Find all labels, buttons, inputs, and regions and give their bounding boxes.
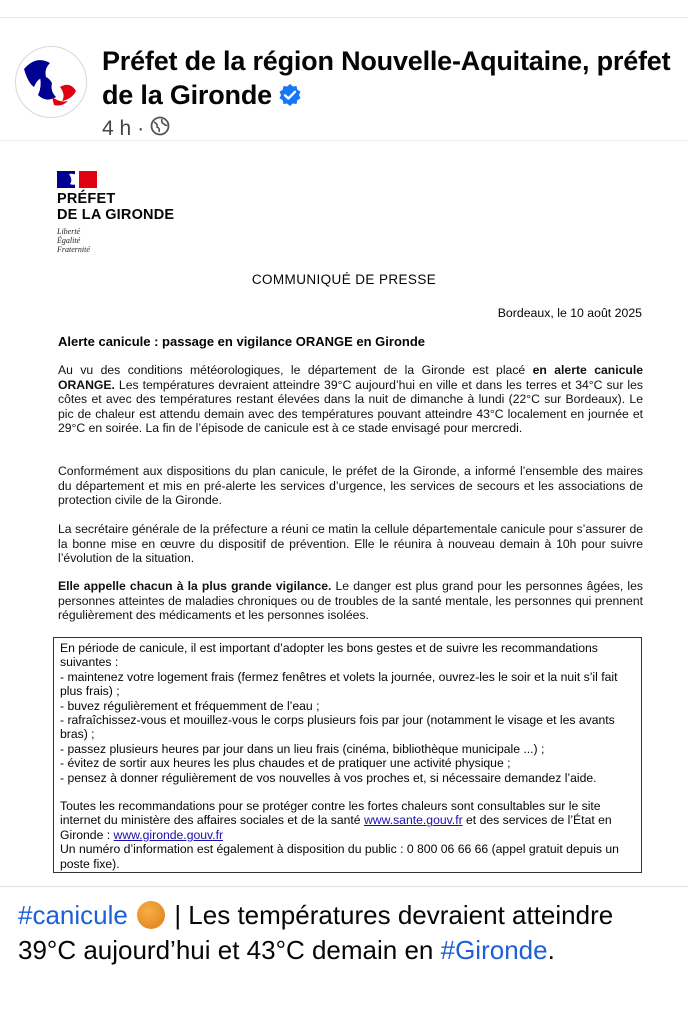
box-item: - rafraîchissez-vous et mouillez-vous le corps plusieurs fois par jour (notamment le visage et les avants bras) ; xyxy=(60,713,615,742)
paragraph-4 xyxy=(58,579,643,623)
post-header xyxy=(0,18,688,140)
verified-badge-icon xyxy=(278,81,302,115)
recommendations-box xyxy=(53,637,642,873)
box-phone: Un numéro d’information est également à disposition du public : 0 800 06 66 66 (appel gratuit depuis un poste fixe). xyxy=(60,842,619,871)
box-item: - buvez régulièrement et fréquemment de l’eau ; xyxy=(60,698,320,713)
motto-liberte: Liberté xyxy=(57,227,81,236)
p4-bold: Elle appelle chacun à la plus grande vigilance. xyxy=(58,579,332,593)
gironde-link[interactable]: www.gironde.gouv.fr xyxy=(113,827,224,842)
box-recommendations xyxy=(60,799,635,842)
prefet-logo xyxy=(57,171,174,254)
paragraph-2: Conformément aux dispositions du plan canicule, le préfet de la Gironde, a informé l’ensemble des maires du département et mis en pré-alerte les services d’urgence, les services de secours et les associations de protection civile de la Gironde. xyxy=(58,464,643,508)
marianne-logo-icon xyxy=(16,47,86,117)
orange-circle-emoji-icon xyxy=(137,901,165,929)
post-caption xyxy=(18,898,678,968)
press-release-image[interactable] xyxy=(0,140,688,887)
box-item: - passez plusieurs heures par jour dans un lieu frais (cinéma, bibliothèque municipale ...) ; xyxy=(60,741,545,756)
post-author[interactable] xyxy=(102,44,682,115)
marianne-flag-icon xyxy=(57,171,97,188)
caption-end: . xyxy=(547,935,555,965)
logo-title xyxy=(57,191,174,223)
document-date: Bordeaux, le 10 août 2025 xyxy=(497,306,642,320)
meta-separator: · xyxy=(137,117,145,140)
motto-egalite: Égalité xyxy=(57,236,81,245)
avatar[interactable] xyxy=(15,46,87,118)
motto-fraternite: Fraternité xyxy=(57,245,90,254)
globe-icon xyxy=(150,116,170,142)
republic-motto xyxy=(57,227,174,254)
box-intro: En période de canicule, il est important d’adopter les bons gestes et de suivre les recommandations suivantes : xyxy=(60,641,598,670)
p1-text-b: Les températures devraient atteindre 39°C aujourd’hui en ville et dans les terres et 34°C sur les côtes et avec des températures restant élevées dans la nuit de dimanche à lundi (22°C sur Bordeaux). Le pic de chaleur est attendu demain avec des températures pouvant atteindre 43°C localement en journée et 29°C en soirée. La fin de l’épisode de canicule est à ce stade envisagé pour mercredi. xyxy=(58,377,643,436)
sante-link[interactable]: www.sante.gouv.fr xyxy=(363,813,463,828)
box-rec-b: et des services de l’État en Gironde : xyxy=(60,813,612,842)
hashtag-canicule[interactable]: #canicule xyxy=(18,900,128,930)
logo-line1: PRÉFET xyxy=(57,191,116,207)
box-item: - évitez de sortir aux heures les plus chaudes et de pratiquer une activité physique ; xyxy=(60,756,511,771)
document-header: COMMUNIQUÉ DE PRESSE xyxy=(251,272,437,287)
post-time[interactable]: 4 h xyxy=(102,117,132,140)
document-title: Alerte canicule : passage en vigilance ORANGE en Gironde xyxy=(58,334,426,349)
p4-text: Le danger est plus grand pour les personnes âgées, les personnes atteintes de maladies chroniques ou de troubles de la santé mentale, les personnes qui prennent régulièrement des médicaments et les personnes isolées. xyxy=(58,579,643,623)
paragraph-3: La secrétaire générale de la préfecture a réuni ce matin la cellule départementale canicule pour s’assurer de la bonne mise en œuvre du dispositif de prévention. Elle le réunira à nouveau demain à 10h pour suivre l’évolution de la situation. xyxy=(58,522,643,566)
caption-text: | Les températures devraient atteindre 39°C aujourd’hui et 43°C demain en xyxy=(18,900,614,965)
box-item: - maintenez votre logement frais (fermez fenêtres et volets la journée, ouvrez-les le soir et la nuit s’il fait plus frais) ; xyxy=(60,669,618,699)
p1-bold: en alerte canicule ORANGE. xyxy=(58,363,643,392)
hashtag-gironde[interactable]: #Gironde xyxy=(440,935,548,965)
p1-text-a: Au vu des conditions météorologiques, le département de la Gironde est placé xyxy=(58,363,533,377)
author-name[interactable]: Préfet de la région Nouvelle-Aquitaine, préfet de la Gironde xyxy=(102,46,671,110)
box-item: - pensez à donner régulièrement de vos nouvelles à vos proches et, si nécessaire demandez l’aide. xyxy=(60,770,597,785)
paragraph-1 xyxy=(58,363,643,436)
post-meta xyxy=(102,116,170,142)
logo-line2: DE LA GIRONDE xyxy=(57,207,175,223)
box-rec-a: Toutes les recommandations pour se protéger contre les fortes chaleurs sont consultables sur le site internet du ministère des affaires sociales et de la santé xyxy=(60,799,601,828)
